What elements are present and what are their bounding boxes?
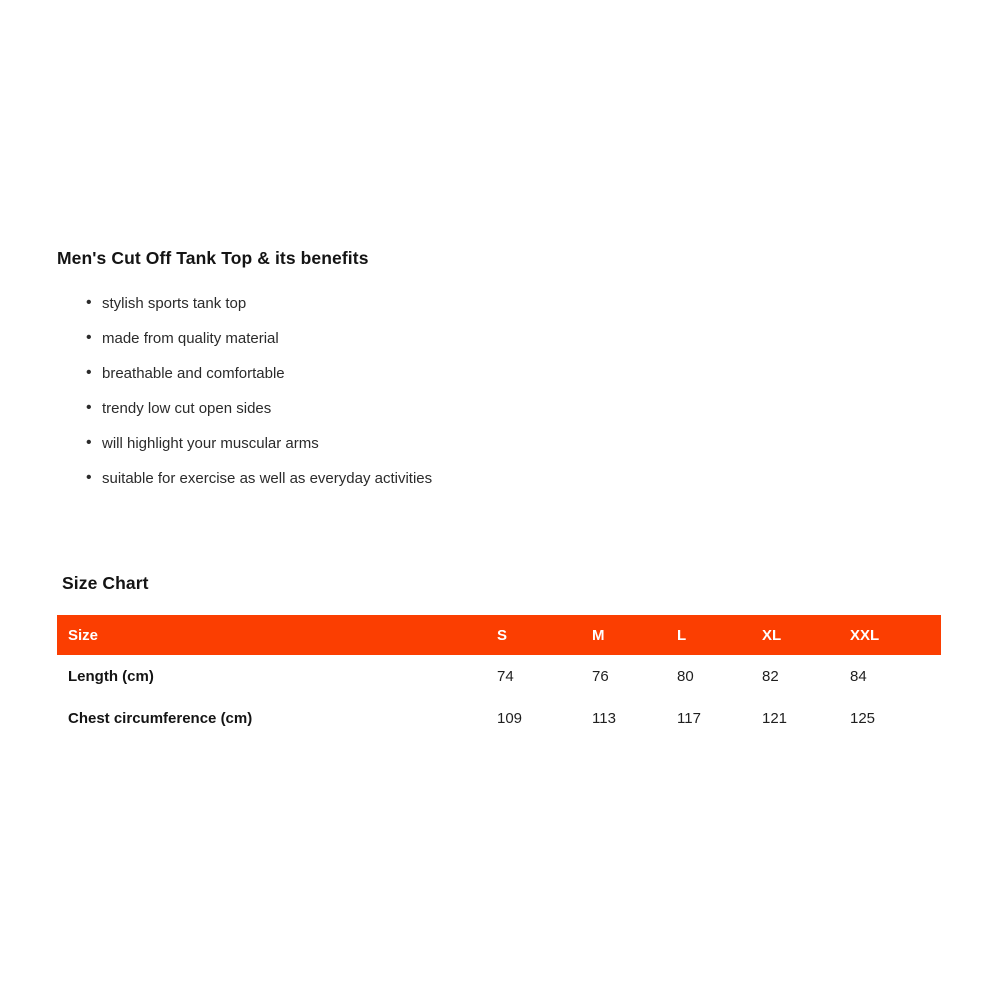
size-table-header-row	[57, 615, 941, 655]
column-header-xxl: XXL	[850, 626, 880, 644]
chest-value-l: 117	[677, 709, 701, 727]
benefit-item: • stylish sports tank top	[102, 296, 941, 312]
column-header-l: L	[677, 626, 687, 644]
table-row	[57, 655, 941, 697]
column-header-size: Size	[68, 626, 99, 644]
column-header-m: M	[592, 626, 605, 644]
chest-value-xl: 121	[762, 709, 788, 727]
benefit-item: • breathable and comfortable	[102, 366, 941, 382]
column-header-s: S	[497, 626, 508, 644]
length-value-s: 74	[497, 667, 514, 685]
benefit-item: • made from quality material	[102, 331, 941, 347]
length-value-l: 80	[677, 667, 694, 685]
table-row	[57, 697, 941, 739]
column-header-xl: XL	[762, 626, 782, 644]
length-value-m: 76	[592, 667, 609, 685]
chest-value-xxl: 125	[850, 709, 876, 727]
chest-value-m: 113	[592, 709, 616, 727]
row-label-length: Length (cm)	[68, 667, 154, 685]
benefits-heading: Men's Cut Off Tank Top & its benefits	[57, 248, 369, 268]
chest-value-s: 109	[497, 709, 523, 727]
benefit-item: • suitable for exercise as well as everyday activities	[102, 471, 941, 487]
benefit-item: • trendy low cut open sides	[102, 401, 941, 417]
size-chart-table	[57, 615, 941, 739]
benefits-list	[57, 296, 941, 487]
size-chart-heading: Size Chart	[62, 573, 149, 593]
length-value-xl: 82	[762, 667, 779, 685]
benefit-item: • will highlight your muscular arms	[102, 436, 941, 452]
row-label-chest: Chest circumference (cm)	[68, 709, 253, 727]
length-value-xxl: 84	[850, 667, 867, 685]
